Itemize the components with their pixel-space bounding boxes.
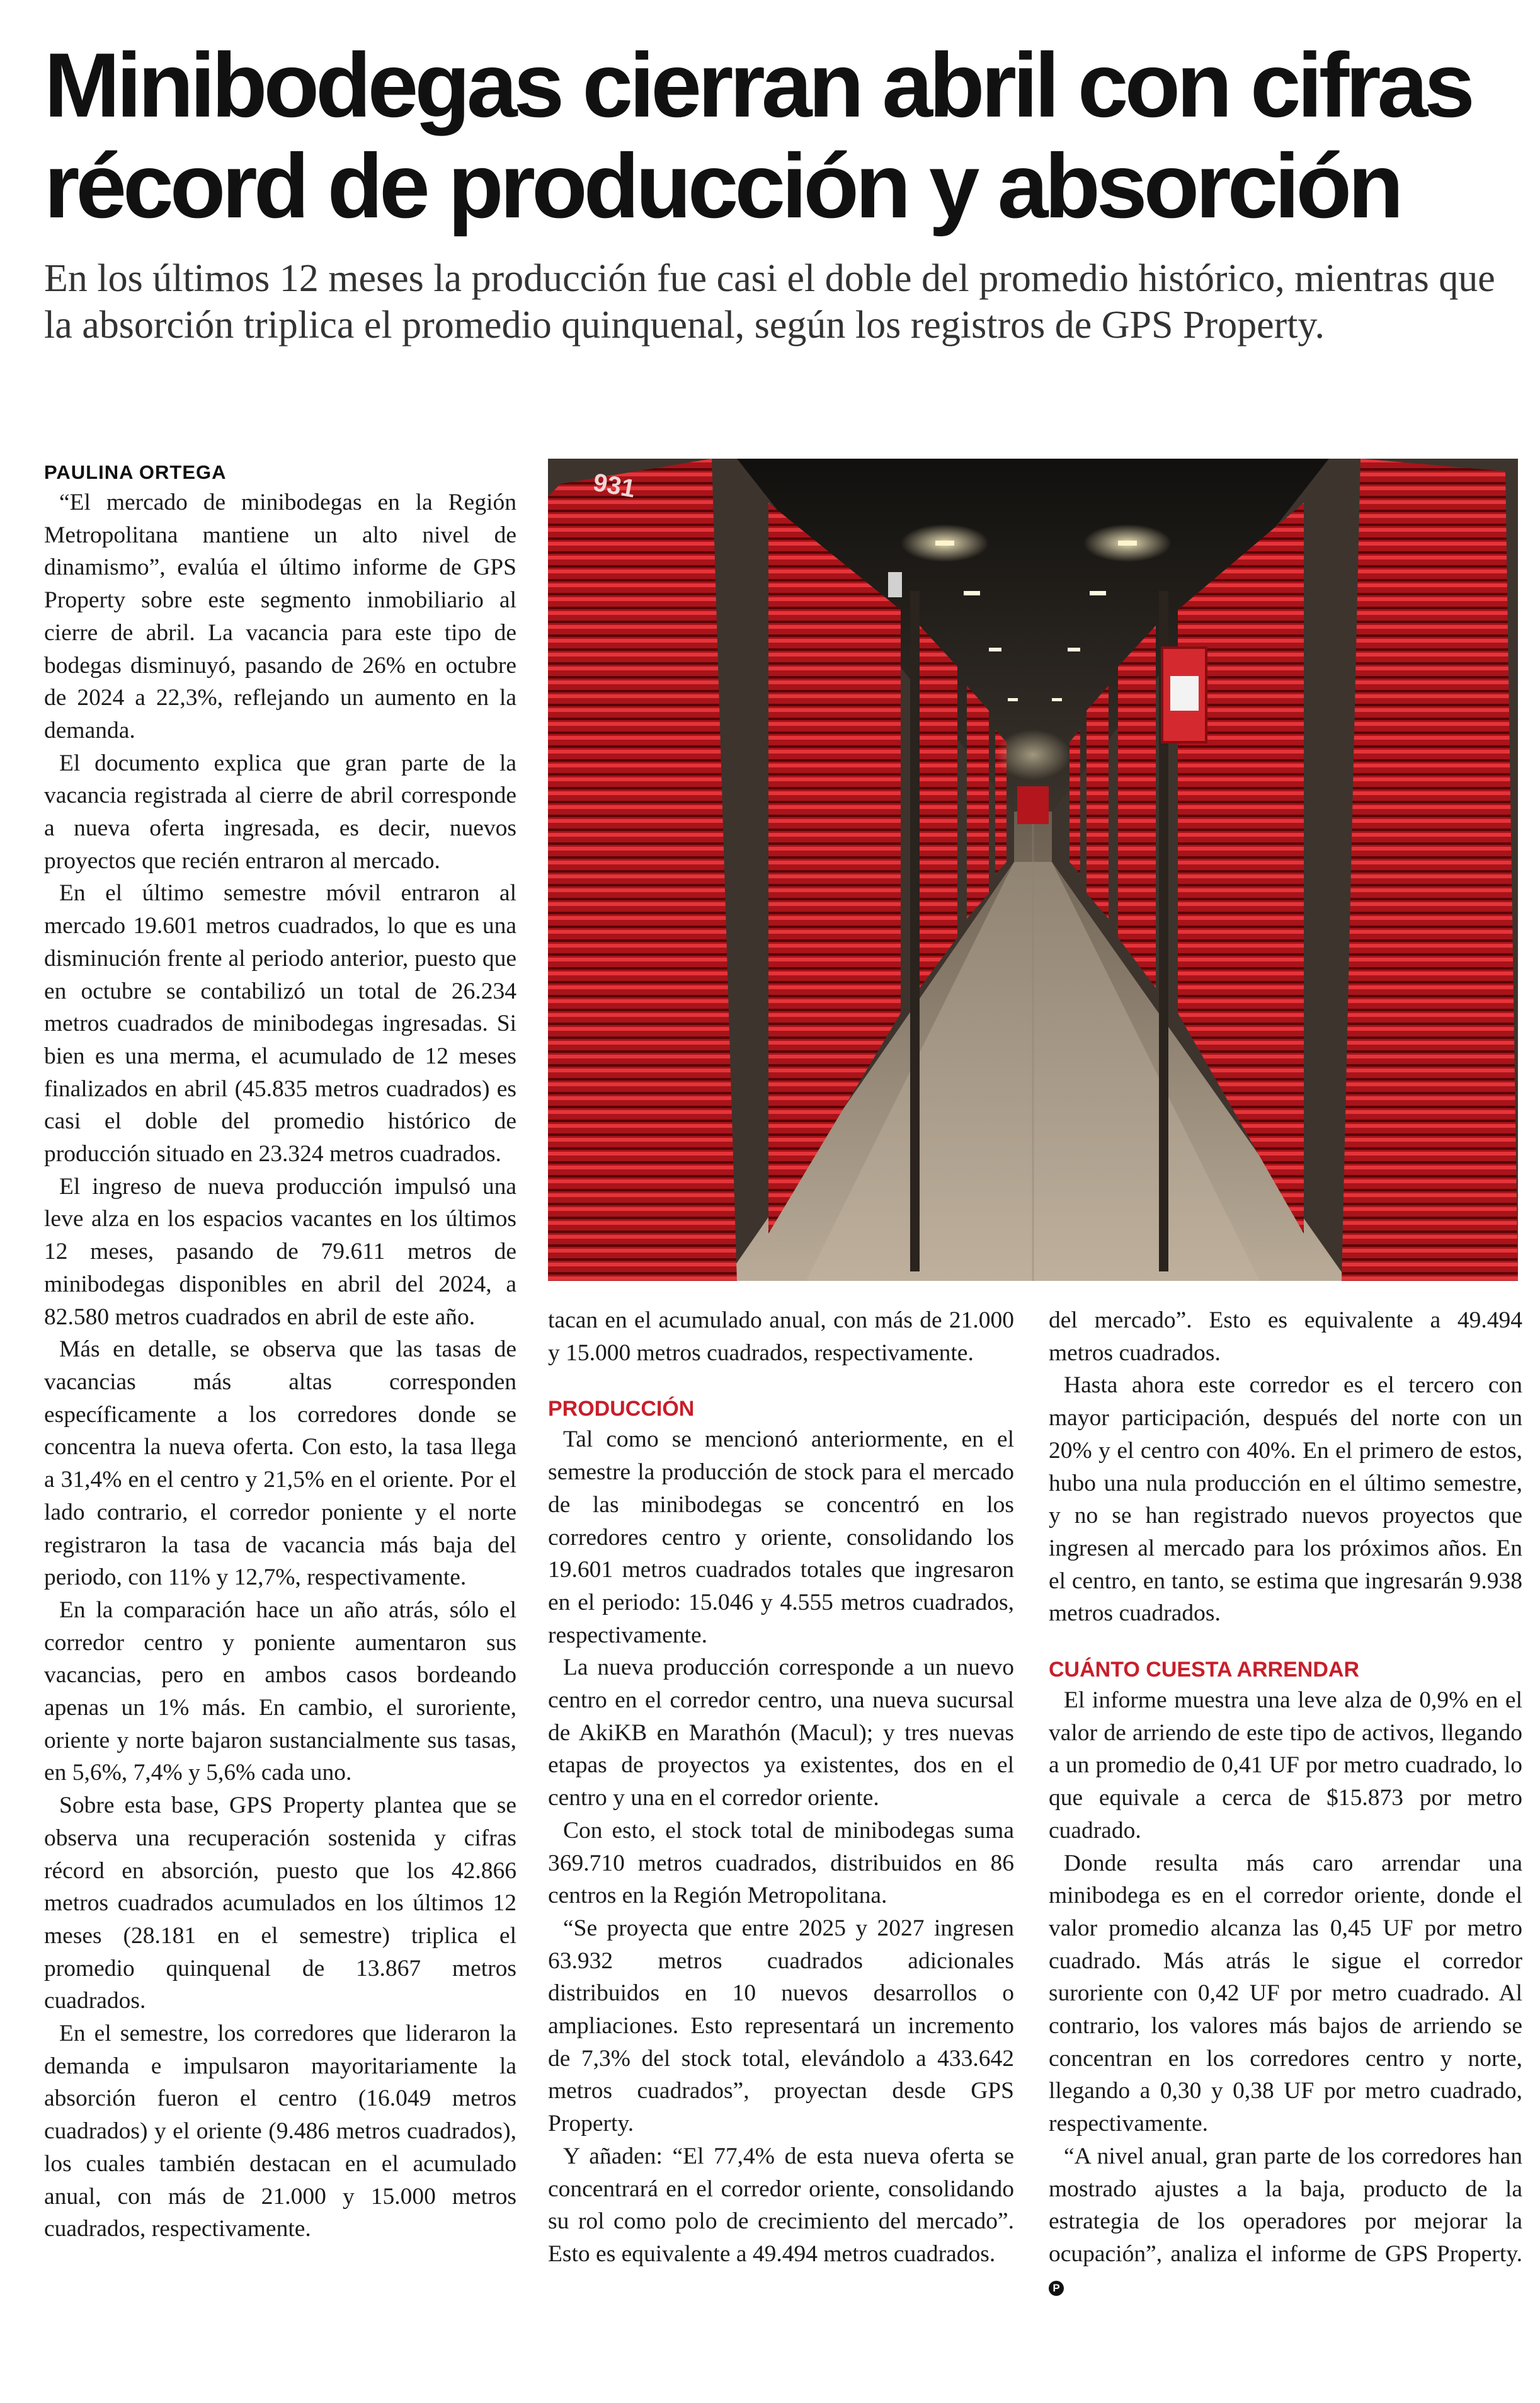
paragraph: Con esto, el stock total de minibodegas suma 369.710 metros cuadrados, distribuidos en 86 centros en la Región Metropolitana.	[548, 1817, 1014, 1909]
door-number: 931	[591, 468, 637, 503]
paragraph: En el semestre, los corredores que lideraron la demanda e impulsaron mayoritariamente la absorción fueron el centro (16.049 metros cuadrados) y el oriente (9.486 metros cuadrados), los cuales también destacan en el acumulado anual, con más de 21.000 y 15.000 metros cuadrados, respectivamente.	[44, 2021, 516, 2242]
paragraph: El ingreso de nueva producción impulsó una leve alza en los espacios vacantes en los últimos 12 meses, pasando de 79.611 metros de minibodegas disponibles en abril del 2024, a 82.580 metros cuadrados en abril de este año.	[44, 1173, 516, 1330]
column-3	[1049, 1304, 1522, 2303]
paragraph: El informe muestra una leve alza de 0,9% en el valor de arriendo de este tipo de activos, llegando a un promedio de 0,41 UF por metro cuadrado, lo que equivale a cerca de $15.873 por metro cuadrado.	[1049, 1687, 1522, 1844]
paragraph: “Se proyecta que entre 2025 y 2027 ingresen 63.932 metros cuadrados adicionales distribuidos en 10 nuevos desarrollos o ampliaciones. Esto representará un incremento de 7,3% del stock total, elevándolo a 433.642 metros cuadrados”, proyectan desde GPS Property.	[548, 1915, 1014, 2137]
headline: Minibodegas cierran abril con cifras récord de producción y absorción	[44, 34, 1471, 237]
subhead-produccion: PRODUCCIÓN	[548, 1397, 695, 1421]
paragraph: del mercado”. Esto es equivalente a 49.494 metros cuadrados.	[1049, 1307, 1522, 1366]
paragraph	[1049, 2140, 1522, 2303]
paragraph: Hasta ahora este corredor es el tercero con mayor participación, después del norte con un 20% y el centro con 40%. En el primero de estos, hubo una nula producción en el último semestre, y no se han registrado nuevos proyectos que ingresen al mercado para los próximos años. En el centro, en tanto, se estima que ingresarán 9.938 metros cuadrados.	[1049, 1372, 1522, 1627]
paragraph: Sobre esta base, GPS Property plantea que se observa una recuperación sostenida y cifras récord en absorción, puesto que los 42.866 metros cuadrados acumulados en los últimos 12 meses (28.181 en el semestre) triplica el promedio quinquenal de 13.867 metros cuadrados.	[44, 1792, 516, 2014]
paragraph: Donde resulta más caro arrendar una minibodega es en el corredor oriente, donde el valor promedio alcanza las 0,45 UF por metro cuadrado. Más atrás le sigue el corredor suroriente con 0,42 UF por metro cuadrado. Al contrario, los valores más bajos de arriendo se concentran en los corredores centro y norte, llegando a 0,30 y 0,38 UF por metro cuadrado, respectivamente.	[1049, 1850, 1522, 2137]
paragraph: tacan en el acumulado anual, con más de 21.000 y 15.000 metros cuadrados, respectivamente.	[548, 1307, 1014, 1366]
paragraph: Más en detalle, se observa que las tasas de vacancias más altas corresponden específicamente a los corredores donde se concentra la nueva oferta. Con esto, la tasa llega a 31,4% en el centro y 21,5% en el oriente. Por el lado contrario, el corredor poniente y el norte registraron la tasa de vacancia más baja del periodo, con 11% y 12,7%, respectivamente.	[44, 1336, 516, 1591]
column-1	[44, 459, 516, 2245]
column-2	[548, 1304, 1014, 2271]
paragraph: La nueva producción corresponde a un nuevo centro en el corredor centro, una nueva sucursal de AkiKB en Marathón (Macul); y tres nuevas etapas de proyectos ya existentes, dos en el centro y una en el corredor oriente.	[548, 1655, 1014, 1811]
closing-paragraph: “A nivel anual, gran parte de los corredores han mostrado ajustes a la baja, producto de la estrategia de los operadores por mejorar la ocupación”, analiza el informe de GPS Property.	[1049, 2143, 1522, 2267]
publication-logo-icon: P	[1049, 2281, 1064, 2296]
paragraph: Y añaden: “El 77,4% de esta nueva oferta se concentrará en el corredor oriente, consolidando su rol como polo de crecimiento del mercado”. Esto es equivalente a 49.494 metros cuadrados.	[548, 2143, 1014, 2267]
storage-corridor-photo	[548, 459, 1518, 1281]
paragraph: El documento explica que gran parte de la vacancia registrada al cierre de abril corresponde a nueva oferta ingresada, es decir, nuevos proyectos que recién entraron al mercado.	[44, 750, 516, 874]
paragraph: En el último semestre móvil entraron al mercado 19.601 metros cuadrados, lo que es una disminución frente al periodo anterior, puesto que en octubre se contabilizó un total de 26.234 metros cuadrados de minibodegas ingresadas. Si bien es una merma, el acumulado de 12 meses finalizados en abril (45.835 metros cuadrados) es casi el doble del promedio histórico de producción situado en 23.324 metros cuadrados.	[44, 880, 516, 1167]
deck: En los últimos 12 meses la producción fue casi el doble del promedio histórico, mientras que la absorción triplica el promedio quinquenal, según los registros de GPS Property.	[44, 257, 1495, 347]
paragraph: Tal como se mencionó anteriormente, en el semestre la producción de stock para el mercado de las minibodegas se concentró en los corredores centro y oriente, consolidando los 19.601 metros cuadrados totales que ingresaron en el periodo: 15.046 y 4.555 metros cuadrados, respectivamente.	[548, 1426, 1014, 1648]
byline: PAULINA ORTEGA	[44, 461, 227, 483]
subhead-arrendar: CUÁNTO CUESTA ARRENDAR	[1049, 1658, 1359, 1682]
paragraph: En la comparación hace un año atrás, sólo el corredor centro y poniente aumentaron sus vacancias, pero en ambos casos bordeando apenas un 1% más. En cambio, el suroriente, oriente y norte bajaron sustancialmente sus tasas, en 5,6%, 7,4% y 5,6% cada uno.	[44, 1597, 516, 1786]
paragraph: “El mercado de minibodegas en la Región Metropolitana mantiene un alto nivel de dinamismo”, evalúa el último informe de GPS Property sobre este segmento inmobiliario al cierre de abril. La vacancia para este tipo de bodegas disminuyó, pasando de 26% en octubre de 2024 a 22,3%, reflejando un aumento en la demanda.	[44, 490, 516, 743]
